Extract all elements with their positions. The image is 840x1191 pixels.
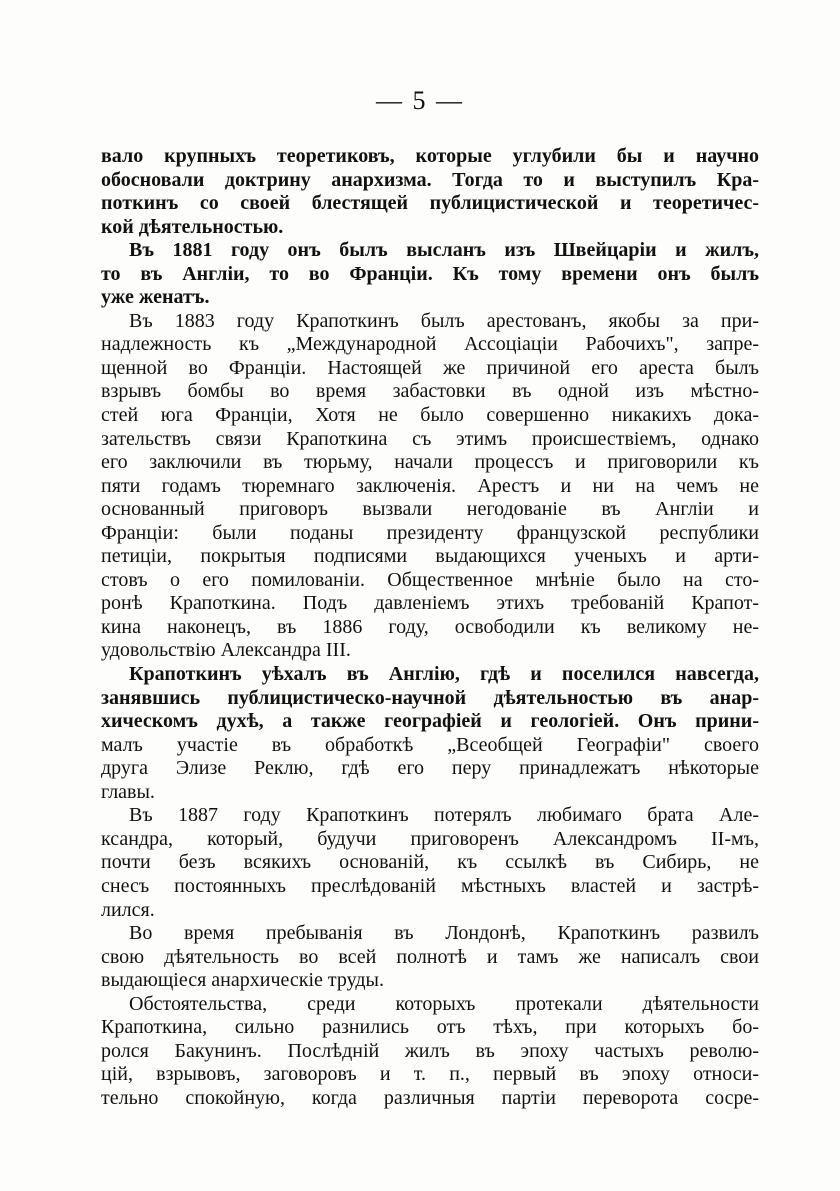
text-line: поткинъ со своей блестящей публицистической и теоретичес- [101,192,759,215]
text-line: снесъ постоянныхъ преслѣдованій мѣстныхъ властей и застрѣ- [101,874,759,897]
text-line: свою дѣятельность во всей полнотѣ и тамъ же написалъ свои [101,945,759,968]
text-line: пяти годамъ тюремнаго заключенія. Арестъ и ни на чемъ не [101,474,759,497]
text-line: Обстоятельства, среди которыхъ протекали дѣятельности [129,992,759,1015]
text-line: стей юга Франціи, Хотя не было совершенно никакихъ дока- [101,404,759,427]
text-line: вало крупныхъ теоретиковъ, которые углубили бы и научно [101,145,759,167]
text-line: друга Элизе Реклю, гдѣ его перу принадлежатъ нѣкоторые [101,757,759,780]
text-line: стовъ о его помилованіи. Общественное мнѣніе было на сто- [101,568,759,591]
text-line: зательствъ связи Крапоткина съ этимъ происшествіемъ, однако [101,427,759,450]
text-line: то въ Англіи, то во Франціи. Къ тому времени онъ былъ [101,262,759,285]
text-line: лился. [101,898,155,921]
text-line: удовольствію Александра III. [101,639,351,662]
text-line: ронѣ Крапоткина. Подъ давленіемъ этихъ требованій Крапот- [101,592,759,615]
text-line: петиціи, покрытыя подписями выдающихся ученыхъ и арти- [101,545,759,568]
text-line: кой дѣятельностью. [101,215,284,238]
text-line: Въ 1887 году Крапоткинъ потерялъ любимаго брата Але- [129,804,759,827]
text-line: взрывъ бомбы во время забастовки въ одной изъ мѣстно- [101,380,759,403]
text-line: занявшись публицистическо-научной дѣятельностью въ анар- [101,686,759,709]
text-line: надлежность къ „Международной Ассоціаціи Рабочихъ", запре- [101,333,759,356]
text-line: малъ участіе въ обработкѣ „Всеобщей Географіи" своего [101,733,759,756]
text-line: Крапоткина, сильно разнились отъ тѣхъ, при которыхъ бо- [101,1016,759,1039]
text-line: ролся Бакунинъ. Послѣдній жилъ въ эпоху частыхъ револю- [101,1039,759,1062]
text-line: Франціи: были поданы президенту французской республики [101,521,759,544]
text-line: почти безъ всякихъ основаній, къ ссылкѣ въ Сибирь, не [101,851,759,874]
text-line: ксандра, который, будучи приговоренъ Александромъ II-мъ, [101,827,759,850]
text-line: уже женатъ. [101,286,210,309]
text-line: Въ 1881 году онъ былъ высланъ изъ Швейцаріи и жилъ, [129,239,759,262]
text-line: Въ 1883 году Крапоткинъ былъ арестованъ, якобы за при- [129,309,759,332]
text-line: Крапоткинъ уѣхалъ въ Англію, гдѣ и поселился навсегда, [129,663,759,686]
text-line: Во время пребыванія въ Лондонѣ, Крапоткинъ развилъ [129,922,759,945]
body-text [101,145,759,1110]
text-line: хическомъ духѣ, а также географіей и геологіей. Онъ прини- [101,710,759,733]
text-line: кина наконецъ, въ 1886 году, освободили къ великому не- [101,615,759,638]
text-line: основанный приговоръ вызвали негодованіе въ Англіи и [101,498,759,521]
text-line: обосновали доктрину анархизма. Тогда то и выступилъ Кра- [101,168,759,191]
text-line: главы. [101,780,155,803]
text-line: выдающіеся анархическіе труды. [101,969,384,992]
text-line: щенной во Франціи. Настоящей же причиной его ареста былъ [101,356,759,379]
text-line: его заключили въ тюрьму, начали процессъ и приговорили къ [101,451,759,474]
page-number: — 5 — [376,86,464,115]
text-line: тельно спокойную, когда различныя партіи переворота сосре- [101,1086,759,1109]
text-line: цій, взрывовъ, заговоровъ и т. п., первый въ эпоху относи- [101,1063,759,1086]
